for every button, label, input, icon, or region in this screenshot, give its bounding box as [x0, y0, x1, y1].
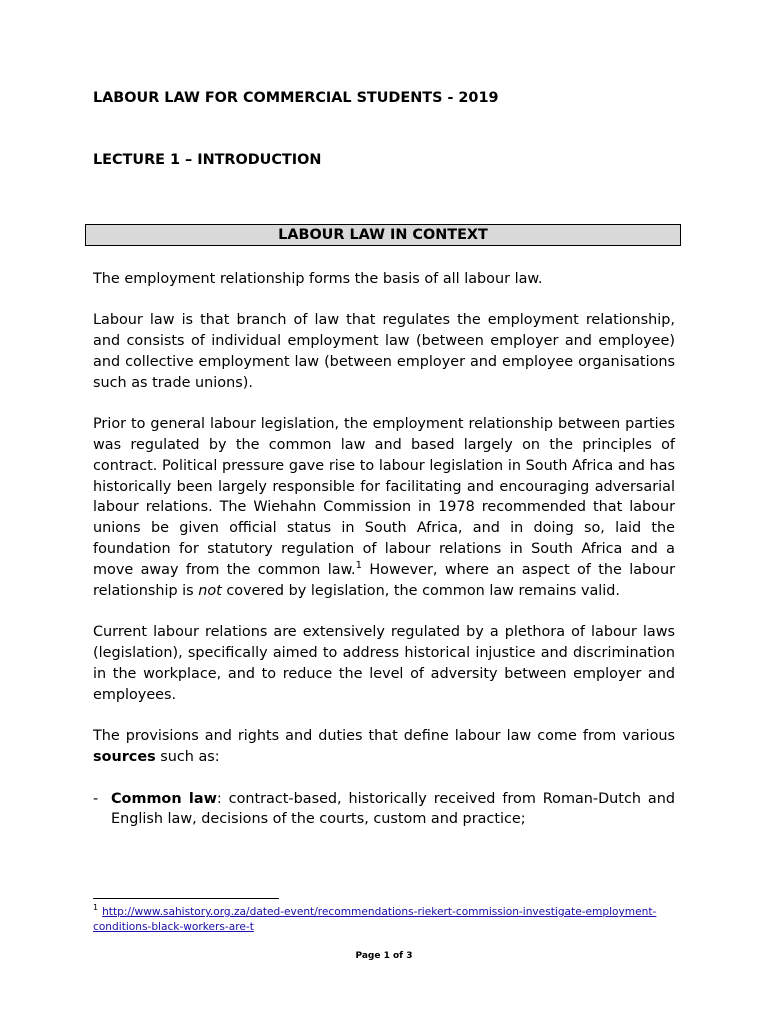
paragraph-history-text-1: Prior to general labour legislation, the employment relationship between parties was regulated by the common law and based largely on the principles of contract. Political pressure gave rise to labour legislation in South Africa and has historically been largely responsible for facilitating and encouraging adversarial labour relations. The Wiehahn Commission in 1978 recommended that labour unions be given official status in South Africa, and in doing so, laid the foundation for statutory regulation of labour relations in South Africa and a move away from the common law. [93, 416, 675, 578]
paragraph-history-text-2: However, where an aspect of the labour relationship is [93, 561, 675, 599]
lecture-title: LECTURE 1 – INTRODUCTION [93, 151, 322, 168]
page-content [93, 88, 675, 830]
page-number: Page 1 of 3 [355, 951, 413, 961]
list-dash: - [93, 790, 99, 807]
footnote-link[interactable]: http://www.sahistory.org.za/dated-event/recommendations-riekert-commission-investigate-employment-conditions-black-workers-are-t [93, 906, 657, 933]
paragraph-sources-intro [93, 726, 675, 768]
footnote-reference[interactable]: 1 [355, 559, 362, 571]
paragraph-sources-text-1: The provisions and rights and duties that define labour law come from various [93, 728, 675, 745]
section-heading: LABOUR LAW IN CONTEXT [278, 226, 488, 243]
paragraph-employment-relationship: The employment relationship forms the basis of all labour law. [93, 270, 543, 287]
list-item-common-law [93, 789, 675, 831]
paragraph-history-emphasis: not [198, 582, 222, 599]
paragraph-current-relations: Current labour relations are extensively regulated by a plethora of labour laws (legislation), specifically aimed to address historical injustice and discrimination in the workplace, and to reduce the level of adversity between employer and employees. [93, 624, 675, 703]
paragraph-history [93, 414, 675, 601]
paragraph-history-text-3: covered by legislation, the common law remains valid. [221, 582, 620, 599]
list-item-term: Common law [111, 790, 217, 807]
document-title: LABOUR LAW FOR COMMERCIAL STUDENTS - 2019 [93, 90, 499, 106]
section-heading-box [85, 224, 681, 246]
footnote-separator [93, 898, 279, 899]
paragraph-labour-law-definition: Labour law is that branch of law that regulates the employment relationship, and consists of individual employment law (between employer and employee) and collective employment law (between employer and employee organisations such as trade unions). [93, 312, 675, 391]
paragraph-sources-bold: sources [93, 748, 156, 765]
footnote-marker: 1 [93, 903, 99, 913]
footnote [93, 905, 675, 935]
list-item-text: : contract-based, historically received from Roman-Dutch and English law, decisions of the courts, custom and practice; [111, 790, 675, 828]
paragraph-sources-text-2: such as: [155, 748, 220, 765]
